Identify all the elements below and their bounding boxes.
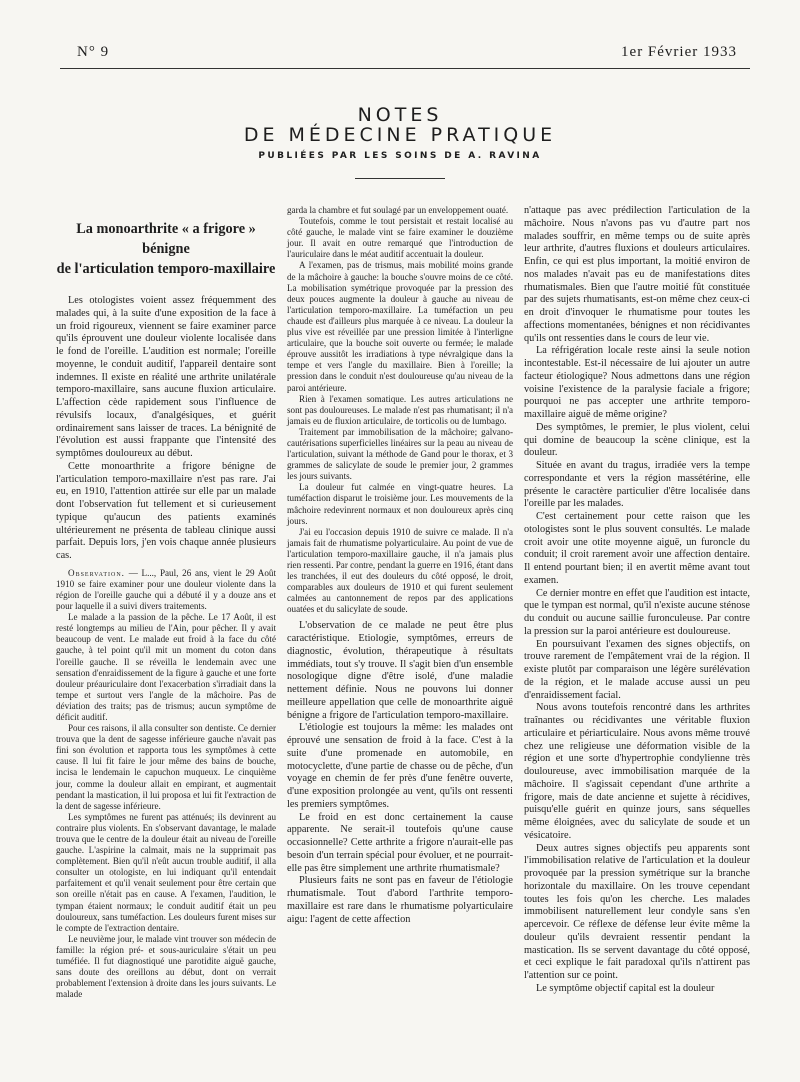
column-2 bbox=[287, 205, 513, 926]
issue-date: 1er Février 1933 bbox=[621, 44, 737, 60]
article-title-line-1: La monoarthrite « a frigore » bénigne bbox=[76, 221, 256, 257]
article-title-line-2: de l'articulation temporo-maxillaire bbox=[56, 261, 276, 277]
paragraph: L'étiologie est toujours la même: les malades ont éprouvé une sensation de froid à la face. C'est à la suite d'une promenade en automobile, en motocyclette, d'une partie de chasse ou de pêche, d'un voyage en chemin de fer près d'une fenêtre ouverte, d'une exposition prolongée au vent, qu'ils ont ressenti les premiers symptômes. bbox=[287, 722, 513, 810]
paragraph: Cette monoarthrite a frigore bénigne de l'articulation temporo-maxillaire n'est pas rare. J'ai eu, en 1910, l'attention attirée sur elle par un malade dont l'observation fut tellement et si curieusement typique qu'aucun des patients examinés ultérieurement ne présenta de tableau clinique aussi parfait. Depuis lors, j'en vois chaque année plusieurs cas. bbox=[56, 460, 276, 561]
header-rule bbox=[60, 68, 750, 69]
issue-number: N° 9 bbox=[77, 44, 110, 60]
column-3 bbox=[524, 205, 750, 996]
observation-block bbox=[56, 568, 276, 1001]
paragraph: Le froid en est donc certainement la cause apparente. Ne serait-il toutefois qu'une cause occasionnelle? Cette arthrite a frigore n'aurait-elle pas besoin d'un terrain spécial pour évoluer, et ne pourrait-elle pas être simplement une arthrite rhumatismale? bbox=[287, 811, 513, 874]
masthead-rule bbox=[355, 178, 445, 179]
small-paragraph: Rien à l'examen somatique. Les autres articulations ne sont pas douloureuses. Le malade n'est pas rhumatisant; il n'a jamais eu de fluxion articulaire, de torticolis ou de lumbago. bbox=[287, 393, 513, 426]
small-paragraph: J'ai eu l'occasion depuis 1910 de suivre ce malade. Il n'a jamais fait de rhumatisme polyarticulaire. Au point de vue de l'articulation temporo-maxillaire gauche, il n'a jamais plus rien ressenti. Par contre, pendant la guerre en 1916, étant dans les tranchées, il eut des douleurs du côté opposé, le droit, comparables aux douleurs de 1910 et qui furent seulement calmées au cantonnement de repos par des applications ouatées et du salicylate de soude. bbox=[287, 526, 513, 615]
small-paragraph: Les symptômes ne furent pas atténués; ils devinrent au contraire plus violents. En s'observant davantage, le malade trouva que le centre de la douleur était au niveau de l'oreille gauche. L'aspirine la calmait, mais ne la supprimait pas complètement. Bien qu'il n'eût aucun trouble auditif, il alla consulter un otologiste, en lui indiquant qu'il entendait parfaitement et qu'il venait seulement pour être certain que son oreille n'était pas en cause. A l'examen, l'audition, le tympan étaient normaux; le conduit auditif était un peu douloureux, sans tuméfaction. Les douleurs furent mises sur le compte de l'extraction dentaire. bbox=[56, 811, 276, 933]
small-paragraph: Toutefois, comme le tout persistait et restait localisé au côté gauche, le malade vint se faire examiner le douzième jour. Il avait en outre remarqué que l'introduction de l'auriculaire dans le méat auditif accentuait la douleur. bbox=[287, 216, 513, 260]
masthead-subtitle: PUBLIÉES PAR LES SOINS DE A. RAVINA bbox=[258, 151, 542, 161]
small-paragraph: Pour ces raisons, il alla consulter son dentiste. Ce dernier trouva que la dent de sagesse inférieure gauche n'avait pas fini son évolution et rapporta tous les symptômes à cette cause. Il lui fit faire le jour même des bains de bouche, incisa le lendemain le capuchon muqueux. Le cinquième jour, comme la douleur allait en empirant, et augmentait pendant la mastication, il lui proposa et lui fit l'extraction de la dent de sagesse inférieure. bbox=[56, 723, 276, 811]
observation-label: Observation. bbox=[68, 567, 125, 578]
small-paragraph: garda la chambre et fut soulagé par un enveloppement ouaté. bbox=[287, 205, 509, 215]
small-paragraph: A l'examen, pas de trismus, mais mobilité moins grande de la mâchoire à gauche: la bouche s'ouvre moins de ce côté. La mobilisation symétrique provoquée par la pression des deux pouces augmente la douleur à gauche au niveau de l'articulation temporo-maxillaire. La tuméfaction un peu chaude est d'ailleurs plus marquée à ce niveau. La douleur la plus vive est réveillée par une pression limitée à l'interligne articulaire, que la bouche soit ouverte ou fermée; le malade éprouve aussitôt les irradiations à type névralgique dans la tempe et vers l'angle du maxillaire. Bien à l'oreille; la pression dans le conduit n'est douloureuse qu'au niveau de la paroi antérieure. bbox=[287, 260, 513, 393]
masthead-title-1: NOTES bbox=[357, 104, 443, 126]
small-paragraph: Le neuvième jour, le malade vint trouver son médecin de famille: la région pré- et sous-auriculaire s'était un peu tuméfiée. Il fut diagnostiqué une parotidite aiguë gauche, sans doute des oreillons au début, dont on verrait probablement l'extension à droite dans les jours suivants. Le malade bbox=[56, 933, 276, 1000]
observation-continued bbox=[287, 205, 513, 615]
observation-text: — L..., Paul, 26 ans, vient le 29 Août 1910 se faire examiner pour une douleur violente dans la région de l'oreille gauche qui a débuté il y a douze ans et pour laquelle il a suivi divers traitements. bbox=[56, 567, 276, 612]
paragraph: Nous avons toutefois rencontré dans les arthrites traînantes ou récidivantes une véritable fluxion articulaire et périarticulaire. Nous avons même trouvé chez une religieuse une déformation visible de la région et une sorte d'hypertrophie condylienne très douloureuse, avec immobilisation marquée de la mâchoire. Il s'agissait cependant d'une arthrite a frigore, mais de date ancienne et sujette à récidives, puisqu'elle guérit en quinze jours, sans séquelles même éloignées, avec du salicylate de soude et un vésicatoire. bbox=[524, 702, 750, 841]
paragraph: Le symptôme objectif capital est la douleur bbox=[536, 982, 715, 994]
paragraph: Plusieurs faits ne sont pas en faveur de l'étiologie rhumatismale. Tout d'abord l'arthrite temporo-maxillaire est rare dans le rhumatisme polyarticulaire aigu: l'agent de cette affection bbox=[287, 875, 513, 925]
paragraph: La réfrigération locale reste ainsi la seule notion incontestable. Est-il nécessaire de lui ajouter un autre facteur étiologique? Nous admettons dans une région voisine l'existence de la paralysie faciale a frigore; pourquoi ne pas accepter une arthrite temporo-maxillaire aiguë de même origine? bbox=[524, 345, 750, 420]
paragraph: n'attaque pas avec prédilection l'articulation de la mâchoire. Nous n'avons pas vu d'autre part nos malades souffrir, en même temps ou de suite après leur arthrite, d'autres fluxions et douleurs articulaires. Enfin, ce qui est plus important, la moitié environ de nos malades n'avait pas eu de manifestations dites rhumatismales. Bien que l'autre moitié fût constituée par des sujets rhumatisants, est-on même chez ceux-ci en droit d'invoquer le rhumatisme pour toutes les affections momentanées, bénignes et non récidivantes qu'ils ont ressenties dans le cours de leur vie. bbox=[524, 205, 750, 344]
paragraph: Des symptômes, le premier, le plus violent, celui qui domine de beaucoup la scène clinique, est la douleur. bbox=[524, 421, 750, 459]
column-1 bbox=[56, 205, 276, 1000]
small-paragraph: Le malade a la passion de la pêche. Le 17 Août, il est resté longtemps au milieu de l'Ain, pour pêcher. Il y avait beaucoup de vent. Le malade eut froid à la face du côté gauche, à tel point qu'il mit un moment du coton dans l'oreille gauche. Il se réveilla le lendemain avec une sensation d'enraidissement de la figure à gauche et une forte douleur préauriculaire dont l'exacerbation s'irradiait dans la tempe et surtout vers l'angle de la mâchoire. Pas de déviation des traits; pas de trismus; aucun symptôme de déficit auditif. bbox=[56, 612, 276, 722]
article-title bbox=[56, 219, 276, 279]
paragraph: L'observation de ce malade ne peut être plus caractéristique. Etiologie, symptômes, erreurs de diagnostic, évolution, thérapeutique à résultats immédiats, tout s'y trouve. Il s'agit bien d'un ensemble nosologique digne d'être isolé, d'une maladie nettement définie. Nous ne pouvons lui donner meilleure appellation que celle de monoarthrite aiguë bénigne a frigore de l'articulation temporo-maxillaire. bbox=[287, 620, 513, 721]
paragraph: Située en avant du tragus, irradiée vers la tempe correspondante et vers la région massétérine, elle présente le caractère particulier d'être localisée dans l'oreille par les malades. bbox=[524, 460, 750, 510]
small-paragraph: La douleur fut calmée en vingt-quatre heures. La tuméfaction disparut le troisième jour. Les mouvements de la mâchoire redevinrent normaux et non douloureux après cinq jours. bbox=[287, 482, 513, 526]
paragraph: C'est certainement pour cette raison que les otologistes sont le plus souvent consultés. Le malade croit avoir une otite moyenne aiguë, un furoncle du conduit; il croit rarement avoir une affection dentaire. Il entend pourtant bien; il en avertit même avant tout examen. bbox=[524, 511, 750, 586]
paragraph: Deux autres signes objectifs peu apparents sont l'immobilisation relative de l'articulation et la douleur provoquée par la pression symétrique sur la branche horizontale du maxillaire. On les trouve cependant toutes les fois qu'on les cherche. Les malades immobilisent naturellement leur condyle sans s'en apercevoir. Ce réflexe de défense leur évite même la douleur qu'ils devraient ressentir pendant la mastication. Ils se servent davantage du côté opposé, et ceci explique le fait paradoxal qu'ils n'attirent pas l'attention sur ce point. bbox=[524, 842, 750, 981]
paragraph: En poursuivant l'examen des signes objectifs, on trouve rarement de l'empâtement vrai de la région. Il existe plutôt par comparaison une légère surélévation de la région, et le malade accuse aussi un peu d'enraidissement facial. bbox=[524, 638, 750, 701]
paragraph: Les otologistes voient assez fréquemment des malades qui, à la suite d'une exposition de la face à un froid rigoureux, viennent se faire examiner parce qu'ils éprouvent une douleur violente localisée dans le fond de l'oreille. L'audition est normale; l'oreille moyenne, le conduit auditif, l'appareil dentaire sont indemnes. Il existe en réalité une arthrite unilatérale temporo-maxillaire, sans aucune fluxion articulaire. L'affection cède rapidement sous l'influence de révulsifs locaux, d'analgésiques, et guérit ordinairement sans laisser de traces. La bénignité de l'évolution est aussi frappante que l'intensité des symptômes douloureux au début. bbox=[56, 295, 276, 459]
masthead-title-2: DE MÉDECINE PRATIQUE bbox=[243, 124, 557, 146]
paragraph: Ce dernier montre en effet que l'audition est intacte, que le tympan est normal, qu'il n'existe aucune sténose du conduit ou aucune saillie furonculeuse. Par contre la pression sur la paroi antérieure est douloureuse. bbox=[524, 587, 750, 637]
small-paragraph: Traitement par immobilisation de la mâchoire; galvano-cautérisations superficielles linéaires sur la peau au niveau de l'articulation, suivant la méthode de Gand pour le thorax, et 3 grammes de salicylate de soude le premier jour, 2 grammes les jours suivants. bbox=[287, 426, 513, 482]
